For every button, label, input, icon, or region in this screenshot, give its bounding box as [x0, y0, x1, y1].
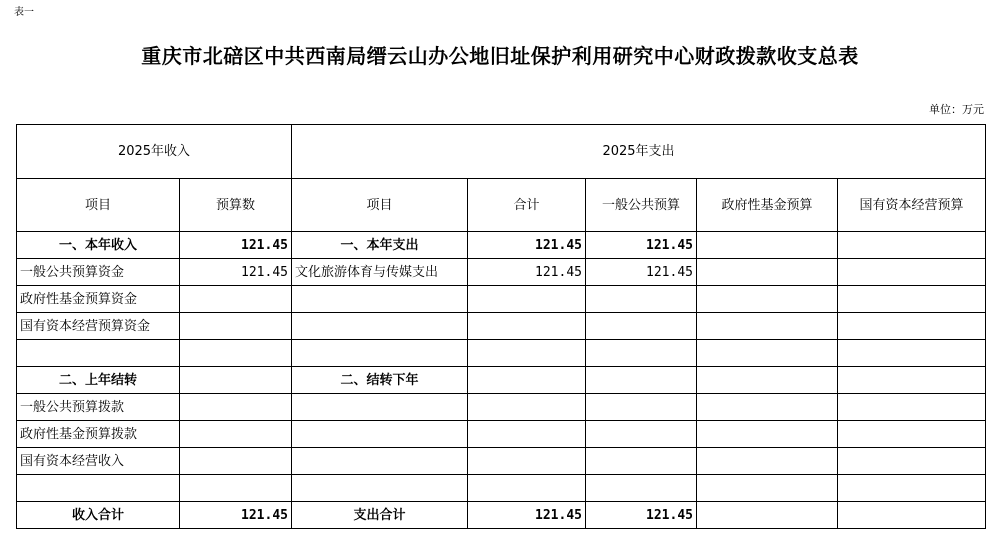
table-number: 表一: [14, 7, 34, 18]
gov-fund-cell: [697, 232, 838, 259]
gov-fund-cell: [697, 313, 838, 340]
gov-fund-cell: [697, 448, 838, 475]
general-cell: [586, 421, 697, 448]
income-item-cell: 一般公共预算拨款: [17, 394, 180, 421]
state-capital-cell: [838, 313, 986, 340]
income-value-cell: [180, 394, 292, 421]
income-item-cell: 国有资本经营收入: [17, 448, 180, 475]
general-cell: [586, 286, 697, 313]
gov-fund-cell: [697, 367, 838, 394]
expense-item-cell: 一、本年支出: [292, 232, 468, 259]
table-row: [17, 286, 986, 313]
general-cell: [586, 475, 697, 502]
general-cell: [586, 394, 697, 421]
state-capital-cell: [838, 475, 986, 502]
expense-item-cell: [292, 394, 468, 421]
general-cell: [586, 313, 697, 340]
general-total-value: 121.45: [586, 502, 697, 529]
expense-item-cell: 文化旅游体育与传媒支出: [292, 259, 468, 286]
income-value-cell: [180, 421, 292, 448]
income-value-cell: [180, 340, 292, 367]
gov-fund-total-value: [697, 502, 838, 529]
gov-fund-cell: [697, 421, 838, 448]
header-row-columns: [17, 179, 986, 232]
table-row: [17, 232, 986, 259]
finance-table: [16, 124, 986, 529]
total-cell: 121.45: [468, 259, 586, 286]
income-group-header: 2025年收入: [17, 125, 292, 179]
total-cell: [468, 475, 586, 502]
table-row: [17, 259, 986, 286]
gov-fund-budget-header: 政府性基金预算: [697, 179, 838, 232]
income-item-header: 项目: [17, 179, 180, 232]
total-cell: [468, 448, 586, 475]
state-capital-total-value: [838, 502, 986, 529]
income-value-cell: [180, 313, 292, 340]
income-item-cell: 政府性基金预算拨款: [17, 421, 180, 448]
expense-total-label: 支出合计: [292, 502, 468, 529]
expense-item-cell: [292, 448, 468, 475]
total-cell: [468, 313, 586, 340]
expense-item-cell: 二、结转下年: [292, 367, 468, 394]
expense-item-cell: [292, 313, 468, 340]
income-item-cell: 国有资本经营预算资金: [17, 313, 180, 340]
state-capital-cell: [838, 340, 986, 367]
gov-fund-cell: [697, 259, 838, 286]
total-header: 合计: [468, 179, 586, 232]
unit-label: 单位：万元: [929, 103, 984, 116]
total-cell: [468, 286, 586, 313]
income-value-cell: [180, 367, 292, 394]
state-capital-cell: [838, 367, 986, 394]
total-cell: [468, 340, 586, 367]
table-row: [17, 421, 986, 448]
income-item-cell: 一般公共预算资金: [17, 259, 180, 286]
table-row: [17, 394, 986, 421]
income-item-cell: 政府性基金预算资金: [17, 286, 180, 313]
state-capital-cell: [838, 394, 986, 421]
state-capital-budget-header: 国有资本经营预算: [838, 179, 986, 232]
total-cell: [468, 367, 586, 394]
income-item-cell: 一、本年收入: [17, 232, 180, 259]
table-row: [17, 313, 986, 340]
state-capital-cell: [838, 259, 986, 286]
gov-fund-cell: [697, 394, 838, 421]
expense-item-header: 项目: [292, 179, 468, 232]
expense-item-cell: [292, 421, 468, 448]
income-budget-header: 预算数: [180, 179, 292, 232]
income-value-cell: 121.45: [180, 232, 292, 259]
table-row: [17, 475, 986, 502]
income-total-label: 收入合计: [17, 502, 180, 529]
total-cell: [468, 421, 586, 448]
income-item-cell: [17, 340, 180, 367]
expense-item-cell: [292, 286, 468, 313]
general-cell: 121.45: [586, 259, 697, 286]
expense-item-cell: [292, 475, 468, 502]
expense-item-cell: [292, 340, 468, 367]
expense-total-value: 121.45: [468, 502, 586, 529]
income-total-value: 121.45: [180, 502, 292, 529]
income-item-cell: [17, 475, 180, 502]
general-cell: [586, 340, 697, 367]
state-capital-cell: [838, 232, 986, 259]
state-capital-cell: [838, 448, 986, 475]
page-title: 重庆市北碚区中共西南局缙云山办公地旧址保护利用研究中心财政拨款收支总表: [141, 44, 859, 68]
income-value-cell: [180, 475, 292, 502]
table-row: [17, 340, 986, 367]
expense-group-header: 2025年支出: [292, 125, 986, 179]
income-value-cell: [180, 286, 292, 313]
total-cell: [468, 394, 586, 421]
table-row: [17, 367, 986, 394]
table-row: [17, 448, 986, 475]
state-capital-cell: [838, 421, 986, 448]
header-row-group: [17, 125, 986, 179]
general-cell: [586, 367, 697, 394]
general-cell: [586, 448, 697, 475]
state-capital-cell: [838, 286, 986, 313]
income-value-cell: 121.45: [180, 259, 292, 286]
gov-fund-cell: [697, 475, 838, 502]
general-cell: 121.45: [586, 232, 697, 259]
income-value-cell: [180, 448, 292, 475]
gov-fund-cell: [697, 286, 838, 313]
totals-row: [17, 502, 986, 529]
gov-fund-cell: [697, 340, 838, 367]
total-cell: 121.45: [468, 232, 586, 259]
income-item-cell: 二、上年结转: [17, 367, 180, 394]
general-budget-header: 一般公共预算: [586, 179, 697, 232]
